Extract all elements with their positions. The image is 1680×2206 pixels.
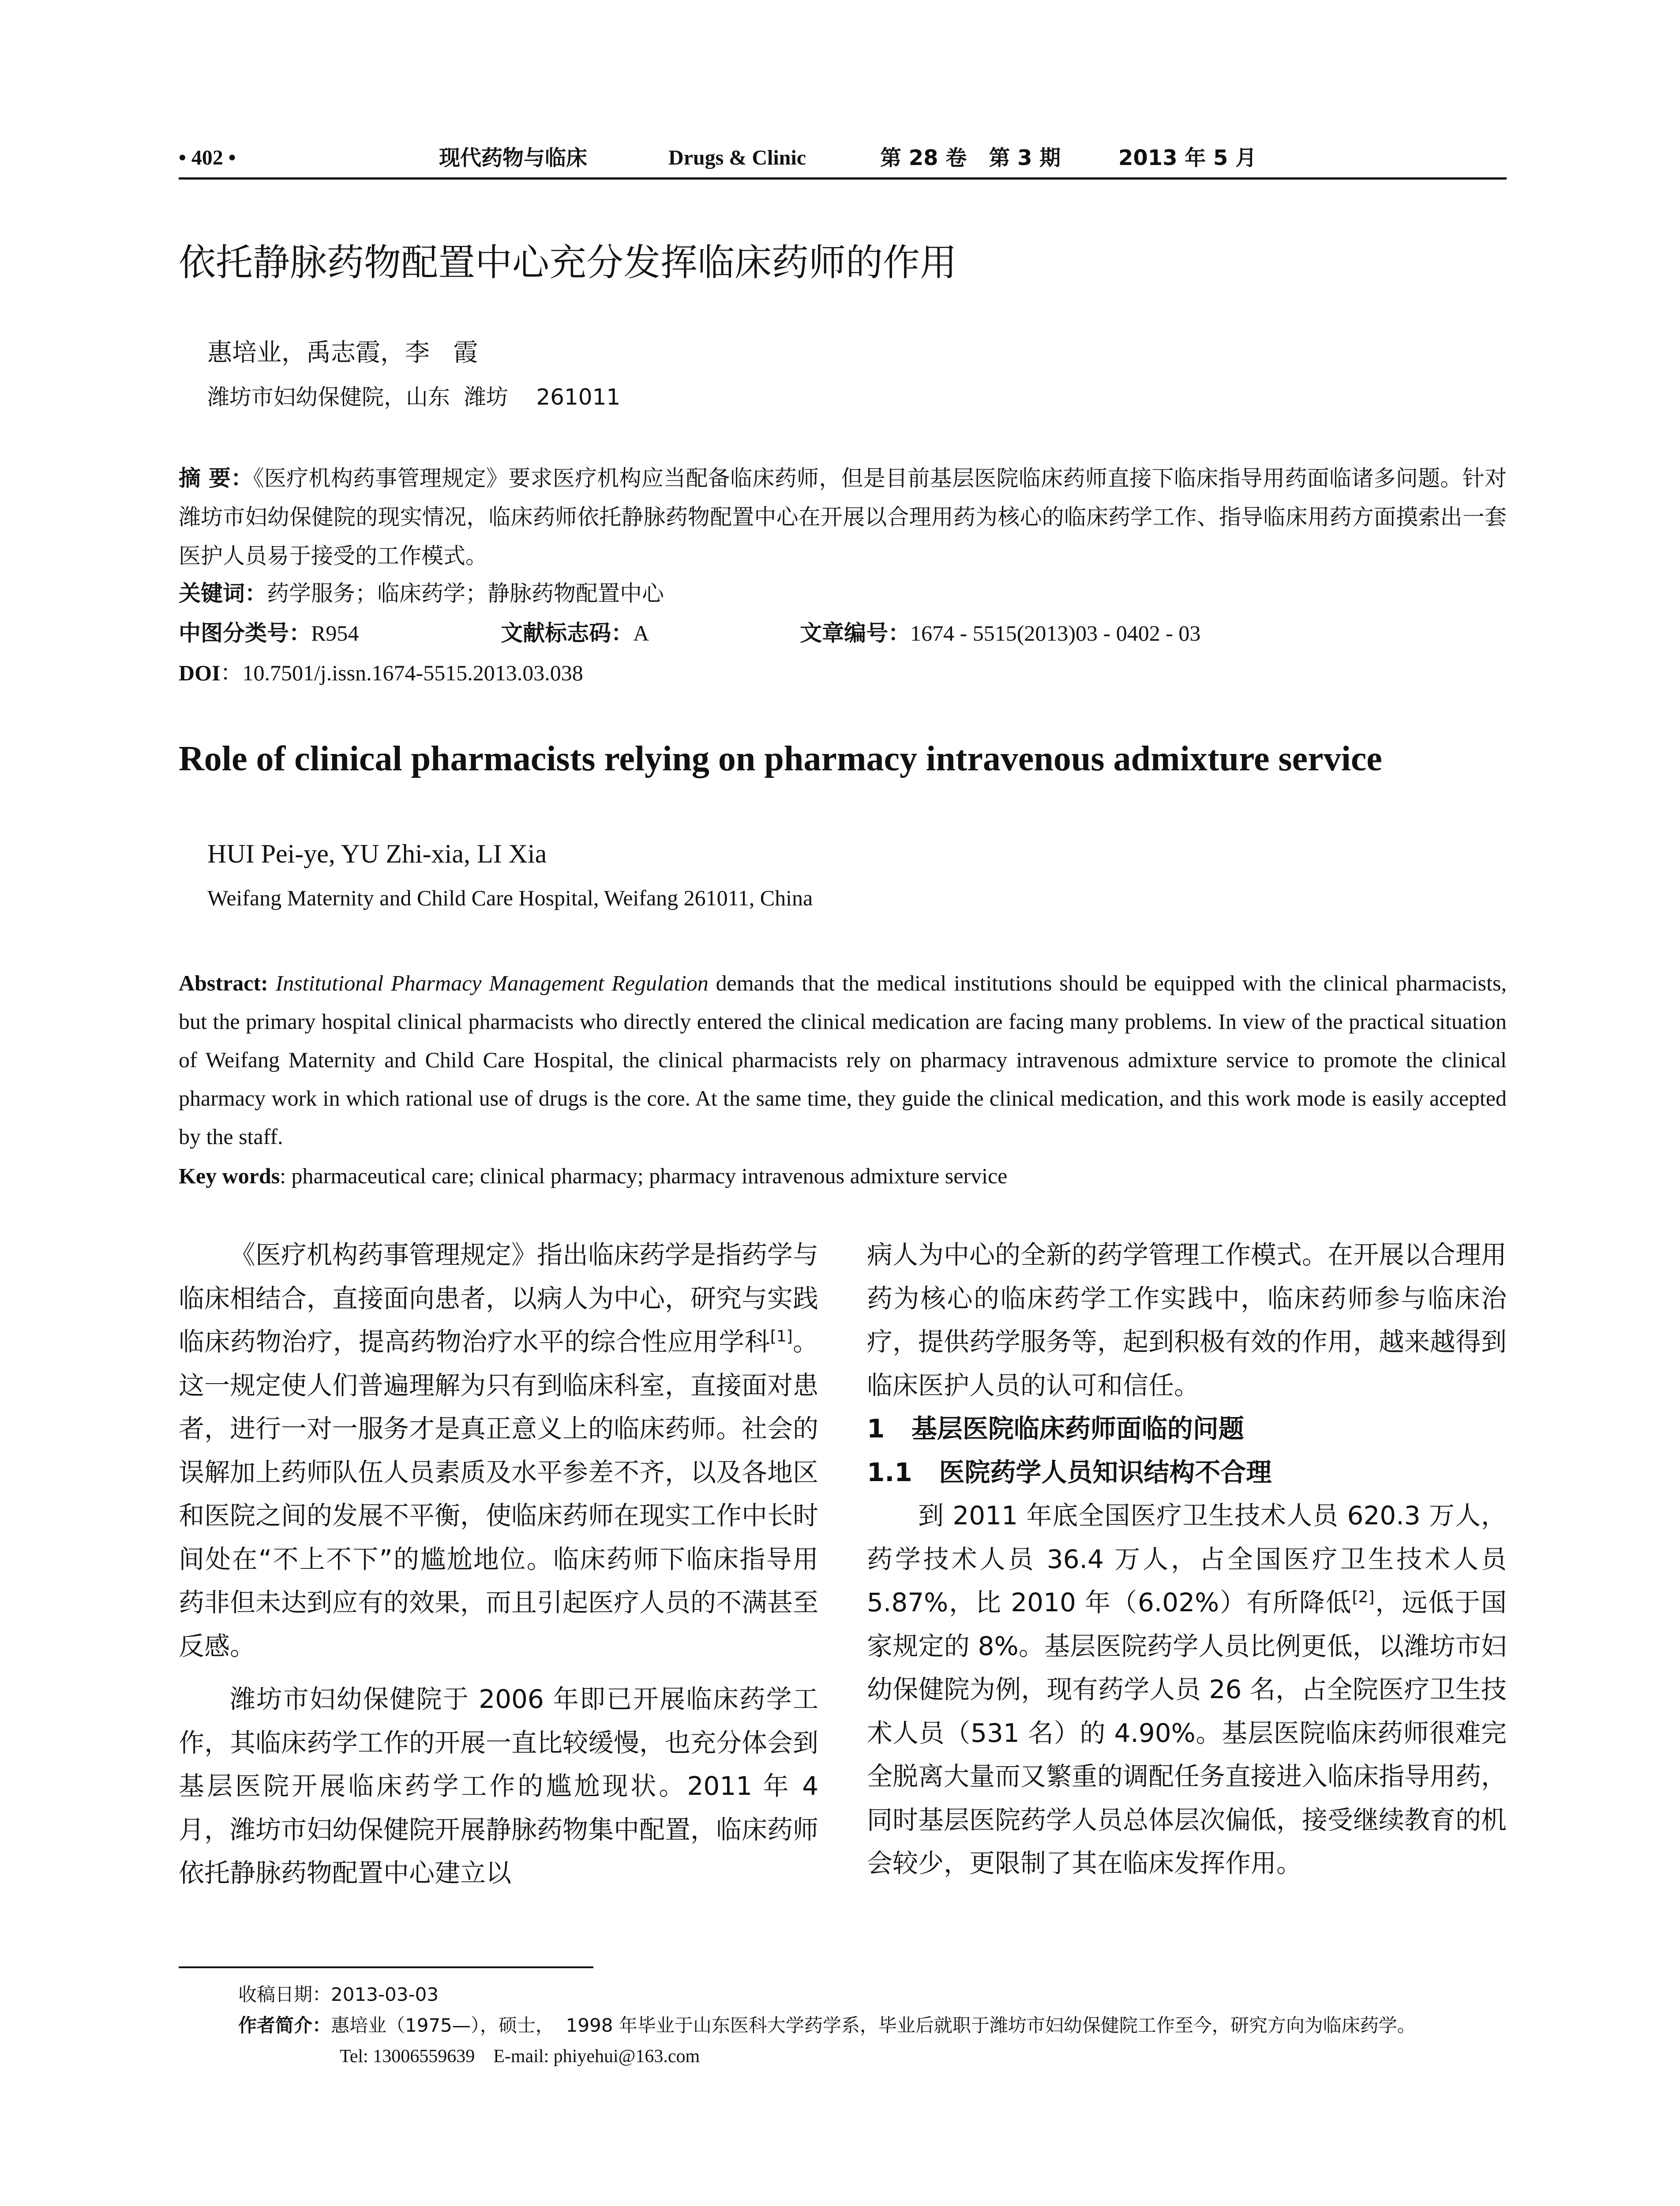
title-en: Role of clinical pharmacists relying on pharmacy intravenous admixture service	[179, 739, 1382, 778]
article-no-value: 1674 - 5515(2013)03 - 0402 - 03	[910, 621, 1201, 645]
body-paragraph: 潍坊市妇幼保健院于 2006 年即已开展临床药学工作，其临床药学工作的开展一直比较缓慢，也充分体会到基层医院开展临床药学工作的尴尬现状。2011 年 4 月，潍坊市妇幼保健院开展静脉药物集中配置，临床药师依托静脉药物配置中心建立以	[179, 1684, 819, 1888]
keywords-cn-text: 药学服务；临床药学；静脉药物配置中心	[267, 581, 664, 606]
clc-label: 中图分类号：	[179, 620, 311, 646]
keywords-cn-label: 关键词：	[179, 581, 267, 606]
abstract-cn-label: 摘 要：	[179, 465, 253, 491]
clc-value: R954	[311, 621, 359, 645]
keywords-en-text: : pharmaceutical care; clinical pharmacy; pharmacy intravenous admixture service	[280, 1163, 1008, 1188]
body-text: 到 2011 年底全国医疗卫生技术人员 620.3 万人，药学技术人员 36.4 万人，占全国医疗卫生技术人员 5.87%，比 2010 年（6.02%）有所降低	[867, 1501, 1507, 1617]
keywords-en-label: Key words	[179, 1163, 280, 1188]
body-paragraph: 病人为中心的全新的药学管理工作模式。在开展以合理用药为核心的临床药学工作实践中，临床药师参与临床治疗，提供药学服务等，起到积极有效的作用，越来越得到临床医护人员的认可和信任。	[867, 1240, 1507, 1400]
body-text: ，远低于国家规定的 8%。基层医院药学人员比例更低，以潍坊市妇幼保健院为例，现有药学人员 26 名，占全院医疗卫生技术人员（531 名）的 4.90%。基层医院临床药师很难完全脱离大量而又繁重的调配任务直接进入临床指导用药，同时基层医院药学人员总体层次偏低，接受继续教育的机会较少，更限制了其在临床发挥作用。	[867, 1587, 1507, 1878]
body-column-right	[867, 1233, 1507, 1885]
citation-ref: [1]	[770, 1327, 793, 1346]
header-rule	[179, 177, 1507, 180]
issue-date: 2013 年 5 月	[1118, 146, 1257, 170]
body-text: 。这一规定使人们普遍理解为只有到临床科室，直接面对患者，进行一对一服务才是真正意义上的临床药师。社会的误解加上药师队伍人员素质及水平参差不齐，以及各地区和医院之间的发展不平衡，使临床药师在现实工作中长时间处在“不上不下”的尴尬地位。临床药师下临床指导用药非但未达到应有的效果，而且引起医疗人员的不满甚至反感。	[179, 1327, 819, 1661]
abstract-cn-text: 《医疗机构药事管理规定》要求医疗机构应当配备临床药师，但是目前基层医院临床药师直接下临床指导用药面临诸多问题。针对潍坊市妇幼保健院的现实情况，临床药师依托静脉药物配置中心在开展以合理用药为核心的临床药学工作、指导临床用药方面摸索出一套医护人员易于接受的工作模式。	[179, 465, 1507, 569]
article-no-label: 文章编号：	[800, 620, 911, 646]
authors-cn: 惠培业，禹志霞，李 霞	[207, 338, 478, 367]
title-cn: 依托静脉药物配置中心充分发挥临床药师的作用	[179, 241, 957, 284]
abstract-en-label: Abstract:	[179, 971, 268, 995]
abstract-en	[179, 964, 1507, 1156]
journal-name-en: Drugs & Clinic	[668, 146, 806, 169]
footnote-rule	[179, 1966, 593, 1968]
doi-label: DOI	[179, 660, 221, 685]
footnote-author-text: 惠培业（1975—），硕士， 1998 年毕业于山东医科大学药学系，毕业后就职于潍坊市妇幼保健院工作至今，研究方向为临床药学。	[331, 2015, 1416, 2036]
body-column-left	[179, 1233, 818, 1895]
keywords-cn	[179, 576, 664, 611]
keywords-en	[179, 1158, 1007, 1193]
subsection-heading: 1.1 医院药学人员知识结构不合理	[867, 1457, 1272, 1487]
section-heading: 1 基层医院临床药师面临的问题	[867, 1414, 1244, 1444]
authors-en: HUI Pei-ye, YU Zhi-xia, LI Xia	[207, 839, 547, 868]
classification-line	[179, 615, 1200, 651]
journal-name-cn: 现代药物与临床	[439, 146, 588, 170]
footnote-contact: Tel: 13006559639 E-mail: phiyehui@163.com	[340, 2046, 700, 2067]
abstract-en-italic: Institutional Pharmacy Management Regulation	[275, 971, 709, 995]
affiliation-cn: 潍坊市妇幼保健院，山东 潍坊 261011	[207, 384, 621, 410]
abstract-en-text: demands that the medical institutions should be equipped with the clinical pharmacists, but the primary hospital clinical pharmacists who directly entered the clinical medication are facing many problems. In view of the practical situation of Weifang Maternity and Child Care Hospital, the clinical pharmacists rely on pharmacy intravenous admixture service to promote the clinical pharmacy work in which rational use of drugs is the core. At the same time, they guide the clinical medication, and this work mode is easily accepted by the staff.	[179, 971, 1507, 1149]
doc-code-label: 文献标志码：	[501, 620, 634, 646]
doc-code-value: A	[633, 621, 649, 645]
body-paragraph	[867, 1494, 1507, 1885]
footnote-received: 收稿日期：2013-03-03	[238, 1984, 439, 2005]
doi-line	[179, 655, 583, 690]
abstract-cn	[179, 459, 1507, 575]
page-number: • 402 •	[179, 146, 236, 169]
footnote-author-label: 作者简介：	[238, 2015, 331, 2036]
citation-ref: [2]	[1352, 1588, 1375, 1606]
affiliation-en: Weifang Maternity and Child Care Hospital, Weifang 261011, China	[207, 885, 813, 910]
body-text: 《医疗机构药事管理规定》指出临床药学是指药学与临床相结合，直接面向患者，以病人为中心，研究与实践临床药物治疗，提高药物治疗水平的综合性应用学科	[179, 1240, 819, 1357]
body-paragraph	[179, 1233, 818, 1668]
doi-value: ：10.7501/j.issn.1674-5515.2013.03.038	[220, 660, 583, 685]
running-header	[179, 140, 1507, 176]
volume-issue: 第 28 卷 第 3 期	[880, 146, 1061, 170]
footnote-author	[238, 2011, 1416, 2040]
